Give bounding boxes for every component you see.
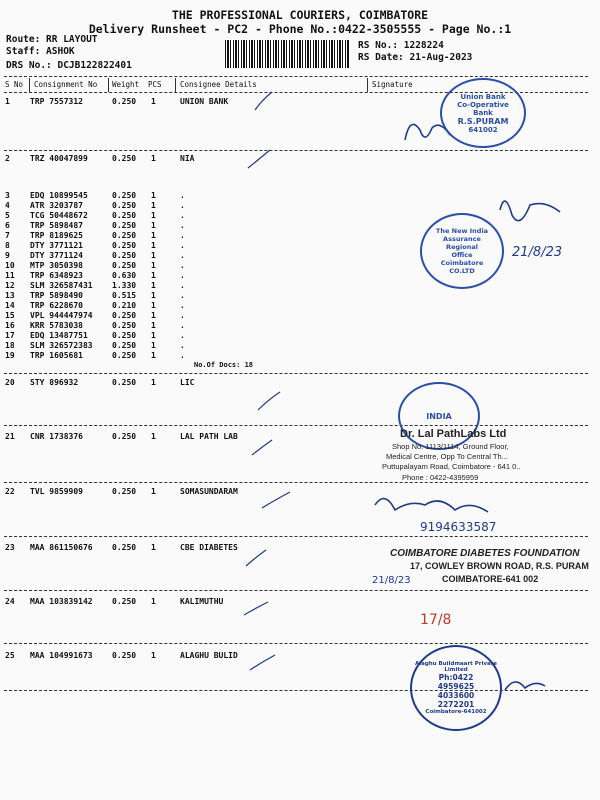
tick-mark: [255, 92, 272, 110]
row-consignee: LIC: [180, 378, 195, 387]
tick-mark: [250, 655, 275, 670]
row-sno: 12: [5, 281, 15, 290]
row-pcs: 1: [151, 231, 156, 240]
row-sno: 21: [5, 432, 15, 441]
row-consignment-no: TRP 7557312: [30, 97, 83, 106]
row-weight: 0.250: [112, 321, 137, 330]
row-consignment-no: EDQ 10899545: [30, 191, 88, 200]
row-pcs: 1: [151, 651, 156, 660]
row-weight: 0.250: [112, 211, 137, 220]
row-consignment-no: TCG 50448672: [30, 211, 88, 220]
row-weight: 0.250: [112, 351, 137, 360]
row-pcs: 1: [151, 543, 156, 552]
row-consignee: ALAGHU BULID: [180, 651, 238, 660]
row-weight: 0.515: [112, 291, 137, 300]
lal-path-stamp-line: Medical Centre, Opp To Central Th...: [386, 452, 508, 461]
row-consignment-no: VPL 944447974: [30, 311, 93, 320]
kalimuthu-date: 17/8: [420, 612, 452, 628]
row-weight: 0.250: [112, 251, 137, 260]
row-pcs: 1: [151, 271, 156, 280]
tick-mark: [262, 492, 290, 508]
row-weight: 0.250: [112, 261, 137, 270]
row-weight: 0.250: [112, 378, 137, 387]
row-consignee: LAL PATH LAB: [180, 432, 238, 441]
row-pcs: 1: [151, 432, 156, 441]
row-pcs: 1: [151, 281, 156, 290]
row-pcs: 1: [151, 154, 156, 163]
row-pcs: 1: [151, 221, 156, 230]
row-consignment-no: MAA 104991673: [30, 651, 93, 660]
rs-date: RS Date: 21-Aug-2023: [358, 52, 473, 63]
row-sno: 10: [5, 261, 15, 270]
row-sno: 7: [5, 231, 10, 240]
row-weight: 1.330: [112, 281, 137, 290]
row-pcs: 1: [151, 191, 156, 200]
signature-alaghu: [505, 682, 545, 690]
row-consignee: .: [180, 271, 185, 280]
row-consignee: .: [180, 281, 185, 290]
row-weight: 0.250: [112, 432, 137, 441]
row-weight: 0.250: [112, 201, 137, 210]
row-sno: 8: [5, 241, 10, 250]
row-consignee: .: [180, 251, 185, 260]
row-pcs: 1: [151, 251, 156, 260]
nia-stamp: The New India Assurance Regional Office Coimbatore CO.LTD: [420, 213, 504, 289]
row-consignment-no: CNR 1738376: [30, 432, 83, 441]
row-sno: 24: [5, 597, 15, 606]
row-pcs: 1: [151, 321, 156, 330]
row-weight: 0.630: [112, 271, 137, 280]
row-sno: 17: [5, 331, 15, 340]
col-pcs: PCS: [148, 80, 162, 89]
row-sno: 14: [5, 301, 15, 310]
row-weight: 0.250: [112, 154, 137, 163]
row-pcs: 1: [151, 201, 156, 210]
row-consignee: UNION BANK: [180, 97, 229, 106]
lal-path-stamp-line: Shop No. 1113/1114, Ground Floor,: [392, 442, 509, 451]
row-pcs: 1: [151, 378, 156, 387]
row-consignee: .: [180, 331, 185, 340]
row-consignee: .: [180, 201, 185, 210]
row-pcs: 1: [151, 331, 156, 340]
row-sno: 19: [5, 351, 15, 360]
alaghu-stamp: Alaghu Buildmaart Private Limited Ph:0422 4959625 4033600 2272201 Coimbatore-641002: [410, 645, 502, 731]
row-pcs: 1: [151, 487, 156, 496]
row-weight: 0.250: [112, 597, 137, 606]
row-consignee: .: [180, 291, 185, 300]
row-consignment-no: TRP 1605681: [30, 351, 83, 360]
row-consignee: .: [180, 241, 185, 250]
row-consignment-no: SLM 326587431: [30, 281, 93, 290]
row-consignee: .: [180, 231, 185, 240]
row-sno: 16: [5, 321, 15, 330]
row-weight: 0.250: [112, 231, 137, 240]
col-weight: Weight: [112, 80, 140, 89]
signature-nia: [500, 201, 560, 221]
row-pcs: 1: [151, 97, 156, 106]
tick-mark: [244, 602, 268, 615]
row-pcs: 1: [151, 291, 156, 300]
row-sno: 18: [5, 341, 15, 350]
row-consignment-no: TRP 8189625: [30, 231, 83, 240]
tick-mark: [258, 392, 280, 410]
row-consignee: .: [180, 261, 185, 270]
col-signature: Signature: [372, 80, 413, 89]
row-consignment-no: ATR 3203787: [30, 201, 83, 210]
row-consignee: KALIMUTHU: [180, 597, 224, 606]
row-sno: 5: [5, 211, 10, 220]
row-weight: 0.250: [112, 221, 137, 230]
row-consignee: .: [180, 211, 185, 220]
somasundaram-phone: 9194633587: [420, 520, 497, 534]
row-consignee: CBE DIABETES: [180, 543, 238, 552]
row-pcs: 1: [151, 351, 156, 360]
row-consignee: .: [180, 311, 185, 320]
nia-date: 21/8/23: [512, 245, 563, 260]
row-sno: 22: [5, 487, 15, 496]
tick-mark: [248, 150, 270, 168]
cbe-diabetes-stamp-line: COIMBATORE-641 002: [442, 574, 539, 584]
row-sno: 15: [5, 311, 15, 320]
signature-somasundaram: [375, 499, 488, 512]
cbe-diabetes-stamp-title: COIMBATORE DIABETES FOUNDATION: [390, 548, 580, 559]
row-sno: 1: [5, 97, 10, 106]
row-consignee: NIA: [180, 154, 195, 163]
row-consignment-no: SLM 326572383: [30, 341, 93, 350]
lal-path-stamp-line: Puttupalayam Road, Coimbatore - 641 0..: [382, 462, 521, 471]
row-consignee: SOMASUNDARAM: [180, 487, 238, 496]
row-consignment-no: MTP 3050398: [30, 261, 83, 270]
lal-path-stamp-title: Dr. Lal PathLabs Ltd: [400, 428, 507, 440]
drs-number: DRS No.: DCJB122822401: [6, 60, 132, 71]
row-consignment-no: TRZ 40047899: [30, 154, 88, 163]
row-weight: 0.250: [112, 331, 137, 340]
row-consignment-no: STY 896932: [30, 378, 79, 387]
route-label: Route: RR LAYOUT: [6, 34, 98, 45]
row-consignment-no: EDQ 13487751: [30, 331, 88, 340]
row-consignee: .: [180, 351, 185, 360]
lal-path-stamp-phone: Phone : 0422-4395959: [402, 473, 479, 482]
row-pcs: 1: [151, 261, 156, 270]
row-sno: 13: [5, 291, 15, 300]
row-consignment-no: DTY 3771121: [30, 241, 83, 250]
company-title: THE PROFESSIONAL COURIERS, COIMBATORE: [171, 8, 429, 22]
row-consignment-no: TRP 6348923: [30, 271, 83, 280]
row-sno: 3: [5, 191, 10, 200]
row-consignment-no: TRP 5898490: [30, 291, 83, 300]
row-sno: 20: [5, 378, 15, 387]
row-pcs: 1: [151, 311, 156, 320]
runsheet-subtitle: Delivery Runsheet - PC2 - Phone No.:0422-3505555 - Page No.:1: [88, 22, 512, 36]
row-pcs: 1: [151, 301, 156, 310]
row-consignee: .: [180, 321, 185, 330]
row-weight: 0.250: [112, 341, 137, 350]
row-sno: 4: [5, 201, 10, 210]
rs-number: RS No.: 1228224: [358, 40, 444, 51]
row-sno: 25: [5, 651, 15, 660]
row-sno: 23: [5, 543, 15, 552]
doc-count: No.Of Docs: 18: [194, 361, 254, 369]
row-consignment-no: MAA 103839142: [30, 597, 93, 606]
row-consignee: .: [180, 221, 185, 230]
col-consignee: Consignee Details: [180, 80, 257, 89]
row-pcs: 1: [151, 241, 156, 250]
col-sno: S No: [5, 80, 24, 89]
col-consignment: Consignment No: [34, 80, 98, 89]
row-pcs: 1: [151, 341, 156, 350]
row-sno: 6: [5, 221, 10, 230]
row-consignee: .: [180, 341, 185, 350]
row-sno: 11: [5, 271, 15, 280]
tick-mark: [252, 440, 272, 455]
row-weight: 0.250: [112, 97, 137, 106]
row-weight: 0.250: [112, 487, 137, 496]
staff-label: Staff: ASHOK: [6, 46, 75, 57]
row-sno: 2: [5, 154, 10, 163]
row-consignment-no: TRP 5898487: [30, 221, 83, 230]
row-consignee: .: [180, 191, 185, 200]
row-weight: 0.250: [112, 241, 137, 250]
row-consignment-no: MAA 861150676: [30, 543, 93, 552]
row-sno: 9: [5, 251, 10, 260]
cbe-diabetes-stamp-line: 17, COWLEY BROWN ROAD, R.S. PURAM: [410, 561, 589, 571]
row-pcs: 1: [151, 597, 156, 606]
row-weight: 0.250: [112, 191, 137, 200]
row-weight: 0.250: [112, 543, 137, 552]
row-consignment-no: DTY 3771124: [30, 251, 83, 260]
union-bank-stamp: Union Bank Co-Operative Bank R.S.PURAM 641002: [440, 78, 526, 148]
row-weight: 0.250: [112, 651, 137, 660]
lic-stamp: INDIA: [398, 382, 480, 450]
row-consignment-no: TRP 6228670: [30, 301, 83, 310]
row-weight: 0.210: [112, 301, 137, 310]
row-consignee: .: [180, 301, 185, 310]
row-pcs: 1: [151, 211, 156, 220]
row-weight: 0.250: [112, 311, 137, 320]
row-consignment-no: KRR 5783038: [30, 321, 83, 330]
tick-mark: [246, 550, 266, 566]
row-consignment-no: TVL 9859909: [30, 487, 83, 496]
cbe-diabetes-date: 21/8/23: [372, 575, 411, 586]
